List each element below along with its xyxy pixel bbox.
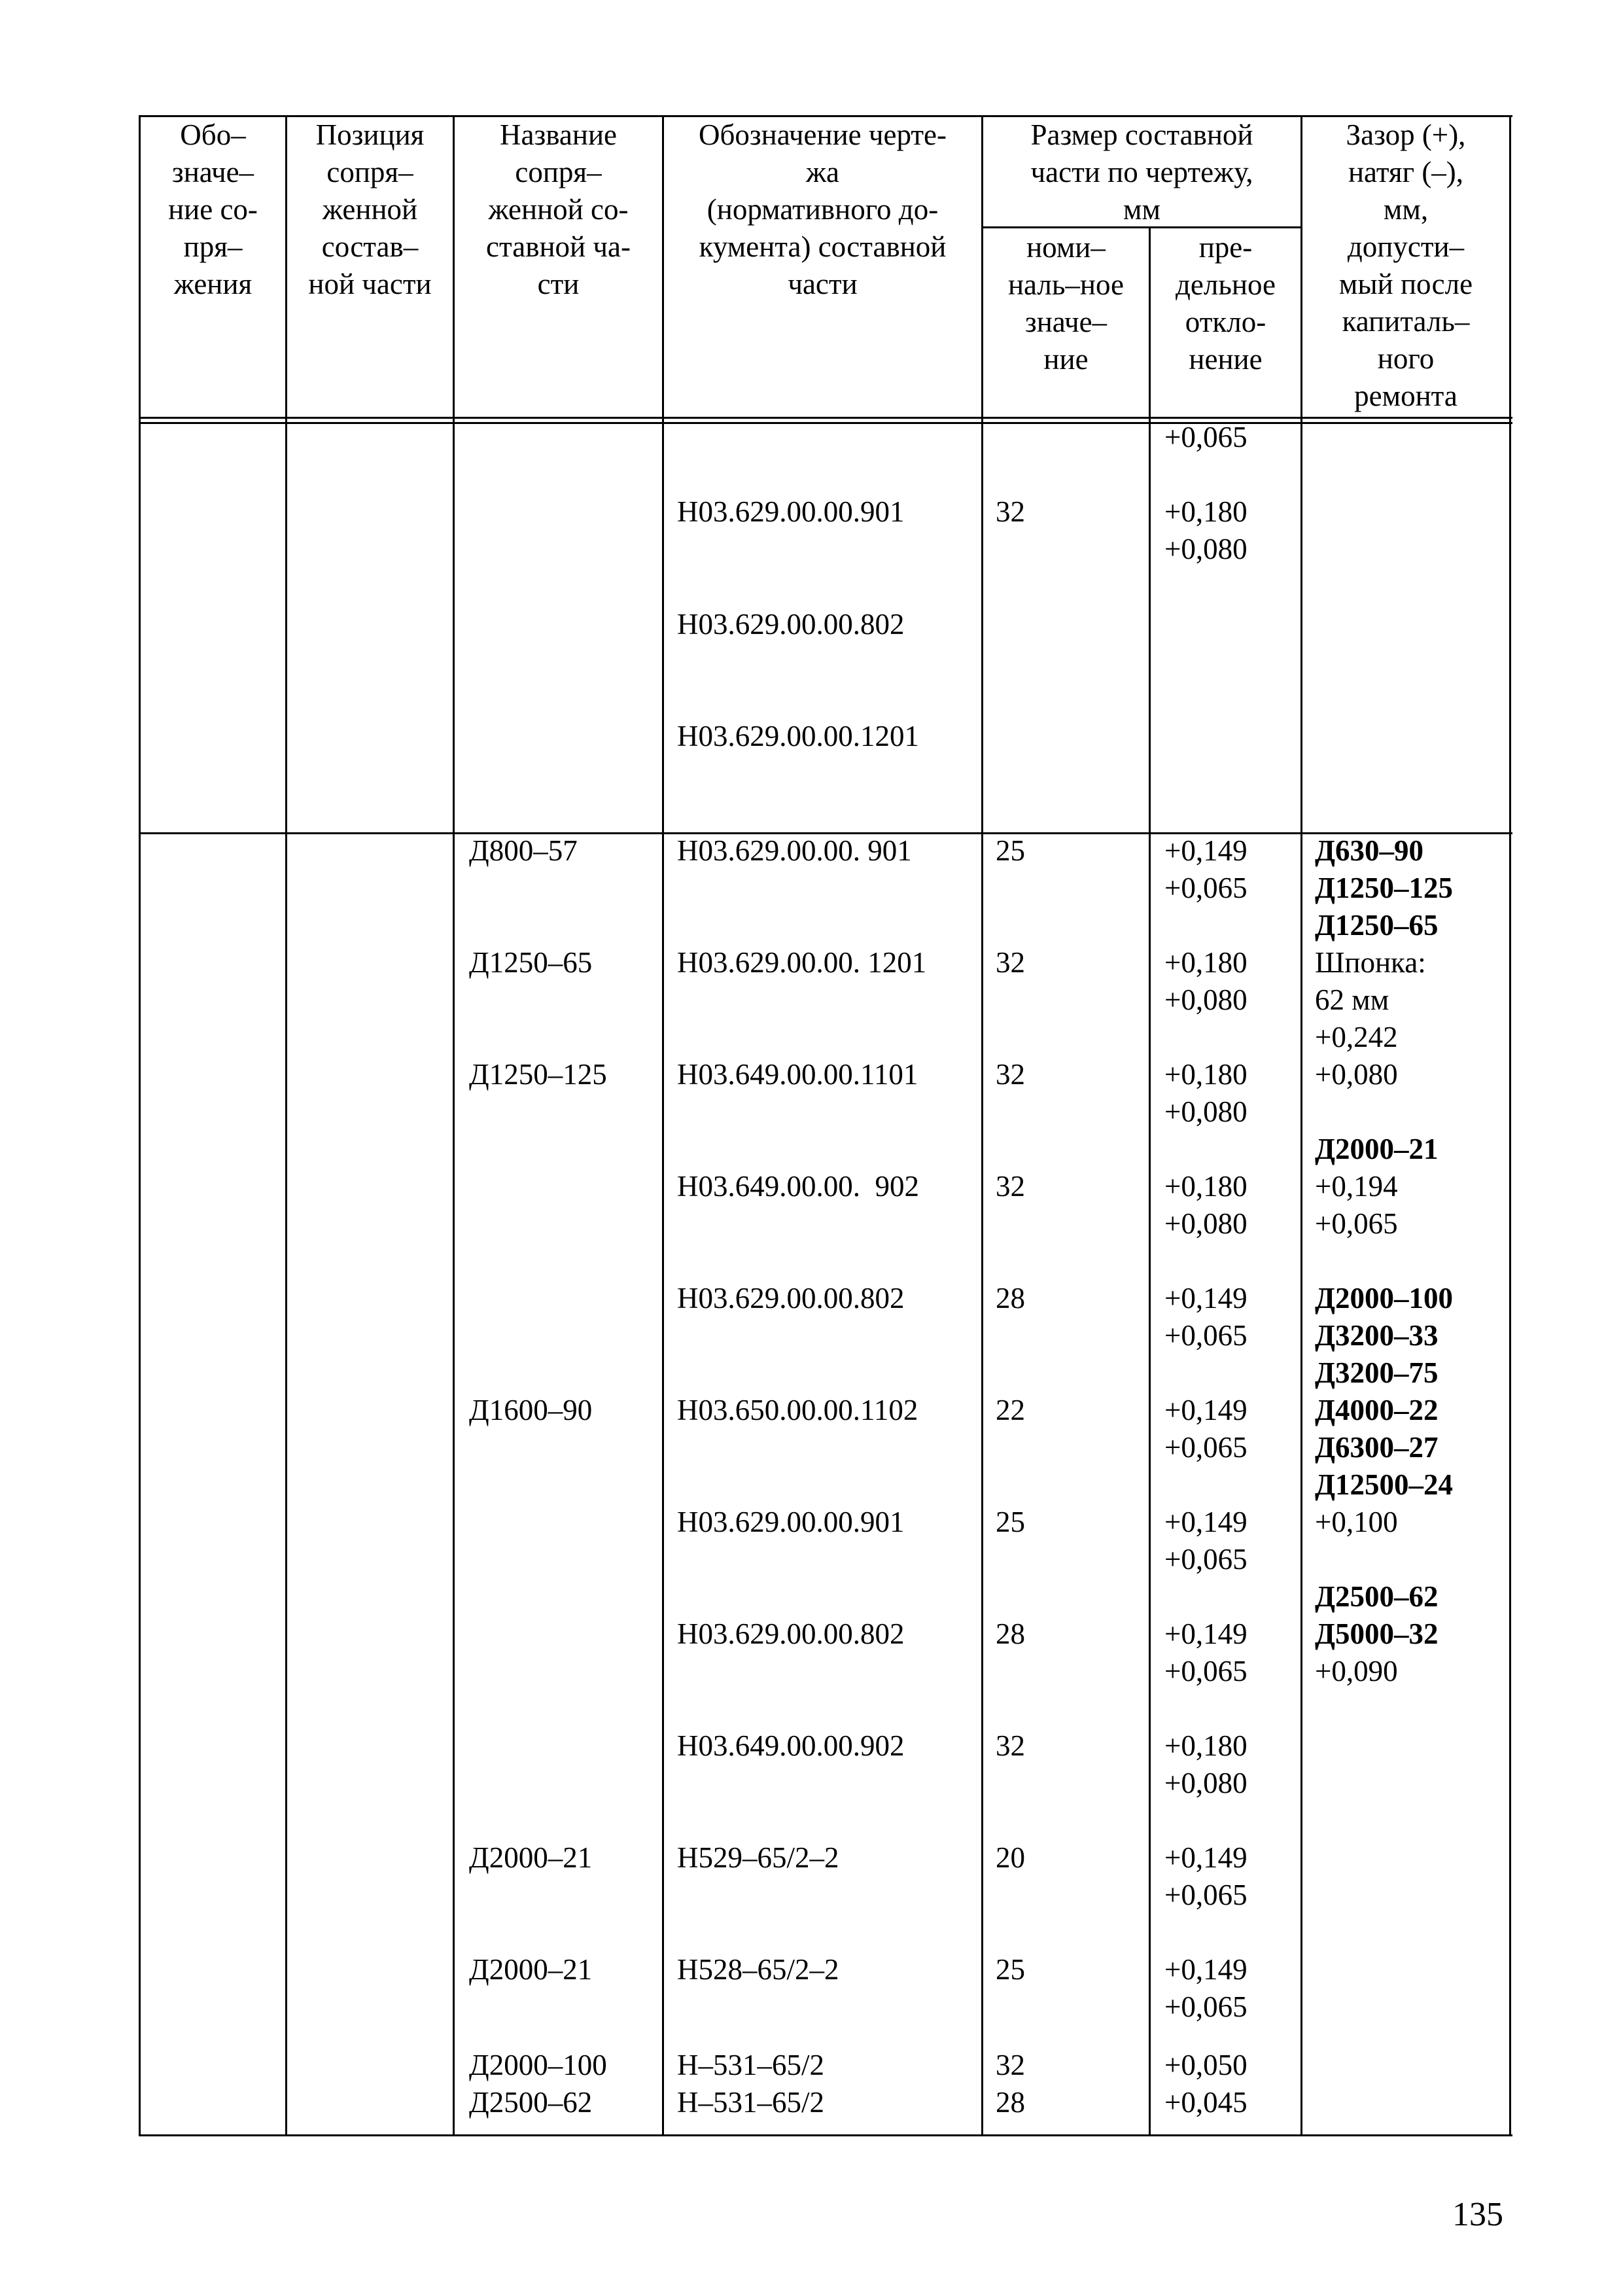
drawing-designation: Н03.629.00.00.802 bbox=[677, 608, 905, 641]
header-clearance: Зазор (+), натяг (–), мм, допусти– мый после капиталь– ного ремонта bbox=[1338, 118, 1473, 412]
clearance-line: Шпонка: bbox=[1315, 946, 1426, 979]
deviation-value: +0,180 +0,080 bbox=[1164, 946, 1248, 1016]
drawing-designation: Н528–65/2–2 bbox=[677, 1953, 839, 1986]
deviation-value: +0,180 +0,080 bbox=[1164, 495, 1248, 565]
clearance-line: Д3200–33 bbox=[1315, 1319, 1439, 1352]
drawing-designation: Н529–65/2–2 bbox=[677, 1841, 839, 1874]
part-name: Д2000–21 bbox=[469, 1841, 593, 1874]
nominal-value: 32 bbox=[996, 1729, 1025, 1762]
deviation-value: +0,180 +0,080 bbox=[1164, 1170, 1248, 1240]
clearance-notes bbox=[1315, 832, 1453, 1690]
clearance-line: +0,065 bbox=[1315, 1207, 1398, 1240]
deviation-value: +0,065 bbox=[1164, 421, 1248, 453]
part-name: Д2000–21 bbox=[469, 1953, 593, 1986]
nominal-value: 32 bbox=[996, 946, 1025, 979]
nominal-value: 32 bbox=[996, 2049, 1025, 2081]
deviation-value: +0,149 +0,065 bbox=[1164, 1953, 1248, 2023]
deviation-value: +0,149 +0,065 bbox=[1164, 1506, 1248, 1576]
nominal-value: 32 bbox=[996, 1058, 1025, 1091]
header-part-name: Название сопря– женной со- ставной ча- сти bbox=[486, 118, 631, 300]
column-divider-5 bbox=[1149, 228, 1151, 2136]
part-name: Д800–57 bbox=[469, 834, 578, 867]
deviation-value: +0,180 +0,080 bbox=[1164, 1729, 1248, 1799]
header-limit-deviation: пре- дельное откло- нение bbox=[1176, 231, 1276, 376]
header-bottom-line-1 bbox=[139, 417, 1512, 419]
deviation-value: +0,149 +0,065 bbox=[1164, 1282, 1248, 1352]
nominal-value: 32 bbox=[996, 495, 1025, 528]
clearance-line bbox=[1315, 1243, 1453, 1280]
deviation-value: +0,180 +0,080 bbox=[1164, 1058, 1248, 1128]
clearance-line: Д1250–65 bbox=[1315, 909, 1439, 942]
nominal-value: 25 bbox=[996, 1506, 1025, 1538]
part-name: Д2500–62 bbox=[469, 2086, 593, 2119]
nominal-value: 28 bbox=[996, 2086, 1025, 2119]
drawing-designation: Н03.629.00.00.1201 bbox=[677, 720, 919, 752]
clearance-line: Д1250–125 bbox=[1315, 872, 1453, 904]
clearance-line: +0,194 bbox=[1315, 1170, 1398, 1203]
nominal-value: 25 bbox=[996, 834, 1025, 867]
drawing-designation: Н03.649.00.00.902 bbox=[677, 1729, 905, 1762]
drawing-designation: Н03.629.00.00. 901 bbox=[677, 834, 912, 867]
clearance-line: +0,100 bbox=[1315, 1506, 1398, 1538]
drawing-designation: Н03.629.00.00.802 bbox=[677, 1282, 905, 1315]
clearance-line: +0,080 bbox=[1315, 1058, 1398, 1091]
header-part-size: Размер составной части по чертежу, мм bbox=[1030, 118, 1253, 226]
nominal-value: 28 bbox=[996, 1282, 1025, 1315]
deviation-value: +0,050 bbox=[1164, 2049, 1248, 2081]
drawing-designation: Н03.649.00.00.1101 bbox=[677, 1058, 918, 1091]
drawing-designation: Н03.629.00.00.901 bbox=[677, 1506, 905, 1538]
clearance-line: Д4000–22 bbox=[1315, 1394, 1439, 1426]
clearance-line: 62 мм bbox=[1315, 983, 1389, 1016]
drawing-designation: Н03.629.00.00. 1201 bbox=[677, 946, 927, 979]
header-designation: Обо– значе– ние со- пря– жения bbox=[168, 118, 258, 300]
deviation-value: +0,149 +0,065 bbox=[1164, 834, 1248, 904]
header-bottom-line-2 bbox=[139, 422, 1512, 424]
clearance-line: Д630–90 bbox=[1315, 834, 1423, 867]
deviation-value: +0,149 +0,065 bbox=[1164, 1841, 1248, 1911]
clearance-line bbox=[1315, 1541, 1453, 1578]
drawing-designation: Н–531–65/2 bbox=[677, 2049, 824, 2081]
nominal-value: 25 bbox=[996, 1953, 1025, 1986]
header-drawing-designation: Обозначение черте- жа (нормативного до- кумента) составной части bbox=[698, 118, 947, 300]
part-name: Д1600–90 bbox=[469, 1394, 593, 1426]
nominal-value: 28 bbox=[996, 1617, 1025, 1650]
nominal-value: 20 bbox=[996, 1841, 1025, 1874]
drawing-designation: Н03.629.00.00.901 bbox=[677, 495, 905, 528]
deviation-value: +0,045 bbox=[1164, 2086, 1248, 2119]
drawing-designation: Н03.629.00.00.802 bbox=[677, 1617, 905, 1650]
header-nominal-value: номи– наль–ное значе– ние bbox=[1007, 231, 1125, 376]
drawing-designation: Н03.650.00.00.1102 bbox=[677, 1394, 918, 1426]
clearance-line: Д2000–21 bbox=[1315, 1133, 1439, 1165]
part-name: Д2000–100 bbox=[469, 2049, 607, 2081]
deviation-value: +0,149 +0,065 bbox=[1164, 1394, 1248, 1464]
drawing-designation: Н03.649.00.00. 902 bbox=[677, 1170, 919, 1203]
part-name: Д1250–65 bbox=[469, 946, 593, 979]
nominal-value: 32 bbox=[996, 1170, 1025, 1203]
clearance-line: +0,242 bbox=[1315, 1021, 1398, 1053]
clearance-line bbox=[1315, 1093, 1453, 1131]
clearance-line: +0,090 bbox=[1315, 1655, 1398, 1687]
clearance-line: Д2000–100 bbox=[1315, 1282, 1453, 1315]
drawing-designation: Н–531–65/2 bbox=[677, 2086, 824, 2119]
header-position: Позиция сопря– женной состав– ной части bbox=[308, 118, 432, 300]
clearance-line: Д5000–32 bbox=[1315, 1617, 1439, 1650]
clearance-line: Д12500–24 bbox=[1315, 1468, 1453, 1501]
table-border-bottom bbox=[139, 2134, 1512, 2136]
page-number: 135 bbox=[1452, 2196, 1503, 2233]
clearance-line: Д6300–27 bbox=[1315, 1431, 1439, 1464]
clearance-line: Д2500–62 bbox=[1315, 1580, 1439, 1613]
clearance-line: Д3200–75 bbox=[1315, 1356, 1439, 1389]
deviation-value: +0,149 +0,065 bbox=[1164, 1617, 1248, 1687]
part-name: Д1250–125 bbox=[469, 1058, 607, 1091]
nominal-value: 22 bbox=[996, 1394, 1025, 1426]
